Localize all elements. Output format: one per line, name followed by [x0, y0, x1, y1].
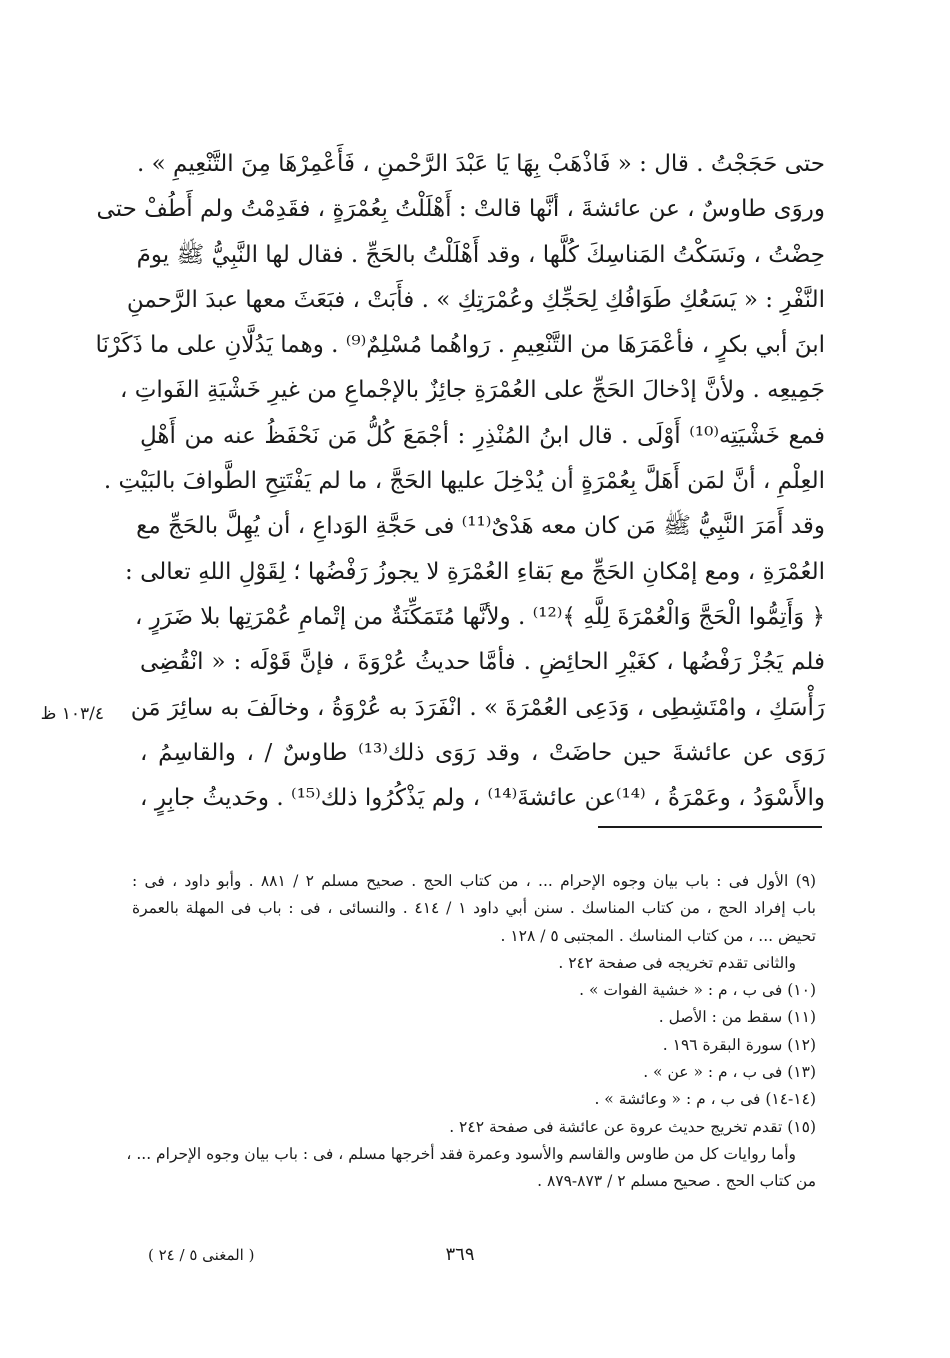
- main-text-line: العِلْمِ ، أنَّ لمَن أَهَلَّ بِعُمْرَةٍ أن يُدْخِلَ عليها الحَجَّ ، ما لم يَفْتَتِحِ الطَّوافَ بالبَيْتِ .: [103, 468, 825, 495]
- footnotes-block: [126, 868, 817, 1196]
- main-text-line: حتى حَجَجْتُ . قال : « فَاذْهَبْ بِهَا يَا عَبْدَ الرَّحْمنِ ، فَأَعْمِرْهَا مِنَ التَّنْعِيمِ » .: [137, 151, 825, 177]
- page-number: ٣٦٩: [445, 1244, 475, 1265]
- main-text-line: رَوَى عن عائشةَ حين حاضَتْ ، وقد رَوَى ذلك⁽¹³⁾ طاوسٌ / ، والقاسِمُ ،: [140, 739, 825, 766]
- main-text-line: فمع خَشْيَتِه⁽¹⁰⁾ أَوْلَى . قال ابنُ المُنْذِرِ : أجْمَعَ كُلُّ مَن نَحْفَظُ عنه من أَهْلِ: [140, 422, 825, 449]
- footnote-line: تحيض ... ، من كتاب المناسك . المجتبى ٥ / ١٢٨ .: [500, 926, 816, 945]
- footnote-line: (١٢) سورة البقرة ١٩٦ .: [662, 1035, 816, 1054]
- main-text-line: وروَى طاوسٌ ، عن عائشةَ ، أنَّها قالتْ : أَهْلَلْتُ بِعُمْرَةٍ ، فقَدِمْتُ ولم أَطُفْ حتى: [96, 196, 825, 223]
- footnote-line: (١١) سقط من : الأصل .: [658, 1008, 816, 1027]
- main-text-line: ﴿ وَأَتِمُّوا الْحَجَّ وَالْعُمْرَةَ لِلَّهِ ﴾⁽¹²⁾ . ولأنَّها مُتَمَكِّنَةٌ من إتْمامِ عُمْرَتِها بلا ضَرَرٍ ،: [134, 603, 825, 630]
- main-text-line: جَمِيعِه . ولأنَّ إدْخالَ الحَجِّ على العُمْرَةِ جائِزٌ بالإجْماعِ من غيرِ خَشْيَةِ الفَواتِ ،: [119, 377, 825, 404]
- footnote-line: والثانى تقدم تخريجه فى صفحة ٢٤٢ .: [558, 953, 796, 972]
- footnote-line: (١٥) تقدم تخريج حديث عروة عن عائشة فى صفحة ٢٤٢ .: [449, 1117, 816, 1136]
- footnote-line: (١٠) فى ب ، م : « خشية الفوات » .: [579, 981, 816, 1000]
- footnote-line: وأما روايات كل من طاوس والقاسم والأسود وعمرة فقد أخرجها مسلم ، فى : باب بيان وجوه الإحرام ... ،: [126, 1144, 796, 1163]
- source-reference: ( المغنى ٥ / ٢٤ ): [148, 1246, 255, 1264]
- main-text-line: وقد أَمَرَ النَّبِيُّ ﷺ مَن كان معه هَدْىٌ⁽¹¹⁾ فى حَجَّةِ الوَداعِ ، أن يُهِلَّ بالحَجِّ مع: [136, 513, 825, 540]
- footnote-line: باب إفراد الحج ، من كتاب المناسك . سنن أبي داود ١ / ٤١٤ . والنسائى ، فى : باب فى المهلة بالعمرة: [132, 899, 816, 918]
- main-text-line: ابنَ أبي بكرٍ ، فأعْمَرَهَا من التَّنْعِيمِ . رَواهُما مُسْلِمٌ⁽⁹⁾ . وهما يَدُلَّانِ على ما ذَكَرْنَا: [95, 332, 825, 359]
- main-text-line: حِضْتُ ، ونَسَكْتُ المَناسِكَ كُلَّها ، وقد أَهْلَلْتُ بالحَجِّ . فقال لها النَّبِيُّ ﷺ يومَ: [136, 241, 825, 268]
- main-text-line: والأَسْوَدُ ، وعَمْرَةُ ، ⁽¹⁴⁾عن عائشةَ⁽¹⁴⁾ ، ولم يَذْكُرُوا ذلك⁽¹⁵⁾ . وحَديثُ جابِرٍ ،: [140, 785, 825, 812]
- main-text-line: رَأْسَكِ ، وامْتَشِطِى ، وَدَعِى العُمْرَةَ » . انْفَرَدَ به عُرْوَةُ ، وخالَفَ به سائِرَ مَن: [130, 694, 825, 721]
- main-text-body: [95, 142, 825, 821]
- footnote-line: من كتاب الحج . صحيح مسلم ٢ / ٨٧٣-٨٧٩ .: [537, 1172, 816, 1191]
- margin-folio-note: ١٠٣/٤ ظ: [40, 704, 104, 724]
- footnote-separator: [598, 826, 822, 828]
- footnote-line: (١٤-١٤) فى ب ، م : « وعائشة » .: [594, 1090, 816, 1109]
- footnote-line: (٩) الأول فى : باب بيان وجوه الإحرام ... ، من كتاب الحج . صحيح مسلم ٢ / ٨٨١ . وأبو داود ، فى :: [132, 872, 817, 890]
- main-text-line: العُمْرَةِ ، ومع إمْكانِ الحَجِّ مع بَقاءِ العُمْرَةِ لا يجوزُ رَفْضُها ؛ لِقَوْلِ اللهِ تعالى :: [125, 558, 825, 585]
- main-text-line: النَّفْرِ : « يَسَعُكِ طَوَافُكِ لِحَجِّكِ وعُمْرَتِكِ » . فأَبَتْ ، فبَعَثَ معها عبدَ الرَّحمنِ: [126, 286, 825, 313]
- footnote-line: (١٣) فى ب ، م : « عن » .: [643, 1063, 816, 1082]
- main-text-line: فلم يَجُزْ رَفْضُها ، كغَيْرِ الحائِضِ . فأمَّا حديثُ عُرْوَةَ ، فإنَّ قَوْلَه : « انْقُضِى: [140, 649, 825, 676]
